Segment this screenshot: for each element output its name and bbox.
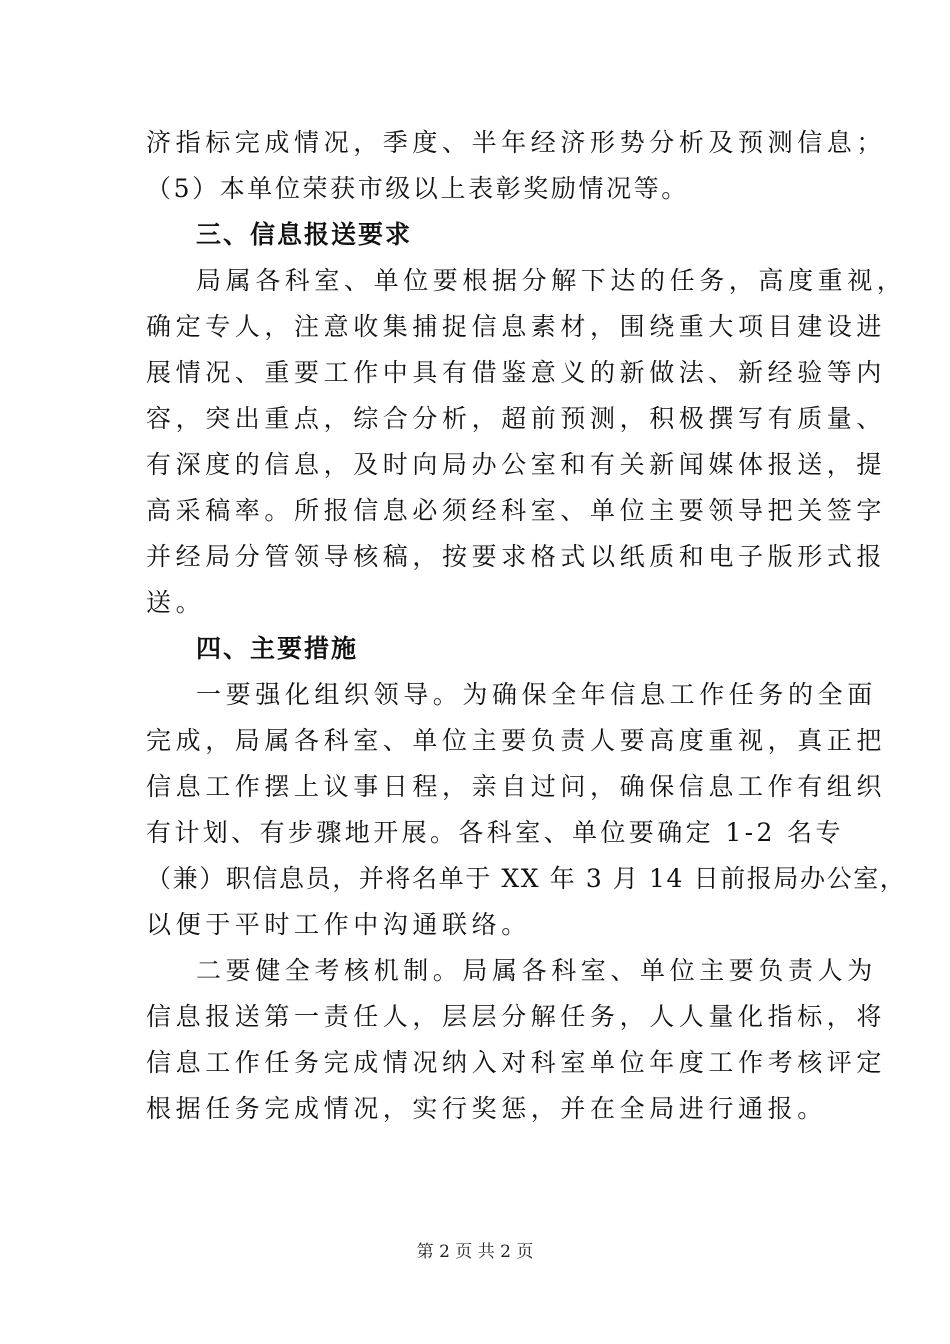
paragraph-line: 并经局分管领导核稿，按要求格式以纸质和电子版形式报 (146, 542, 887, 571)
paragraph-line: 完成，局属各科室、单位主要负责人要高度重视，真正把 (146, 726, 887, 755)
paragraph-line: 有计划、有步骤地开展。各科室、单位要确定 1-2 名专 (146, 818, 844, 847)
section-heading-3: 三、信息报送要求 (196, 220, 413, 249)
paragraph-line: （兼）职信息员，并将名单于 XX 年 3 月 14 日前报局办公室， (146, 864, 907, 893)
paragraph-line: 容，突出重点，综合分析，超前预测，积极撰写有质量、 (146, 404, 887, 433)
paragraph-line: 高采稿率。所报信息必须经科室、单位主要领导把关签字 (146, 496, 887, 525)
page-footer: 第 2 页 共 2 页 (416, 1242, 534, 1262)
paragraph-line: 信息工作任务完成情况纳入对科室单位年度工作考核评定 (146, 1048, 887, 1077)
paragraph-line: 展情况、重要工作中具有借鉴意义的新做法、新经验等内 (146, 358, 887, 387)
paragraph-line: 信息报送第一责任人，层层分解任务，人人量化指标，将 (146, 1002, 887, 1031)
paragraph-line: （5）本单位荣获市级以上表彰奖励情况等。 (146, 174, 689, 203)
paragraph-line: 局属各科室、单位要根据分解下达的任务，高度重视， (196, 266, 907, 295)
paragraph-line: 济指标完成情况，季度、半年经济形势分析及预测信息； (146, 128, 887, 157)
paragraph-line: 送。 (146, 588, 206, 617)
paragraph-line: 确定专人，注意收集捕捉信息素材，围绕重大项目建设进 (146, 312, 887, 341)
paragraph-line: 有深度的信息，及时向局办公室和有关新闻媒体报送，提 (146, 450, 887, 479)
paragraph-line: 信息工作摆上议事日程，亲自过问，确保信息工作有组织 (146, 772, 887, 801)
section-heading-4: 四、主要措施 (196, 634, 359, 663)
paragraph-line: 二要健全考核机制。局属各科室、单位主要负责人为 (196, 956, 877, 985)
paragraph-line: 以便于平时工作中沟通联络。 (146, 910, 531, 939)
paragraph-line: 一要强化组织领导。为确保全年信息工作任务的全面 (196, 680, 877, 709)
paragraph-line: 根据任务完成情况，实行奖惩，并在全局进行通报。 (146, 1094, 827, 1123)
